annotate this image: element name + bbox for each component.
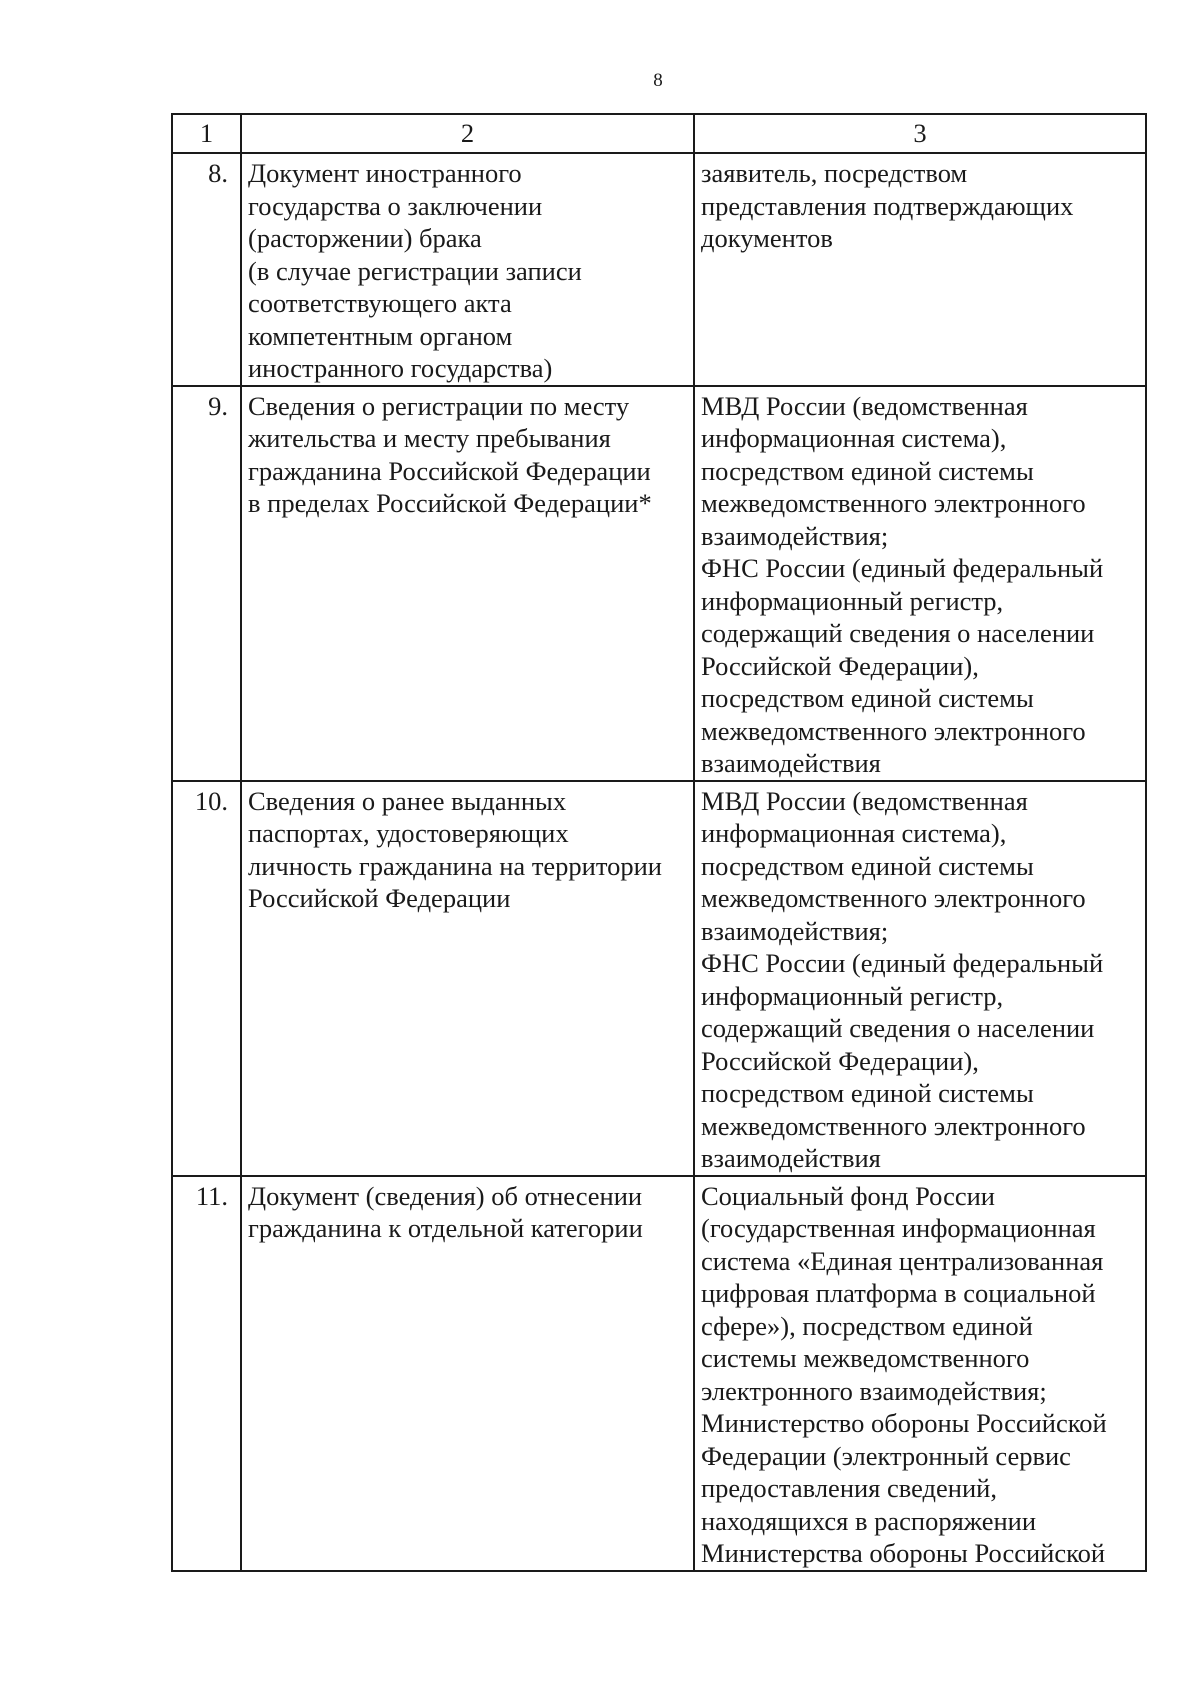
table-row <box>172 386 1146 781</box>
source-line: цифровая платформа в социальной <box>701 1278 1096 1308</box>
table-row <box>172 781 1146 1176</box>
document-name-line: гражданина к отдельной категории <box>248 1213 643 1243</box>
source-line: Министерства обороны Российской <box>701 1538 1106 1568</box>
source-line: находящихся в распоряжении <box>701 1505 1037 1536</box>
page-number: 8 <box>653 70 663 91</box>
source-line: Федерации (электронный сервис <box>701 1440 1071 1471</box>
source-line: взаимодействия; <box>701 520 889 551</box>
source-line: ФНС России (единый федеральный <box>701 948 1104 978</box>
source-line: система «Единая централизованная <box>701 1245 1104 1276</box>
source-line: Российской Федерации), <box>701 650 979 681</box>
source-line: взаимодействия; <box>701 915 889 946</box>
source-line: сфере»), посредством единой <box>701 1310 1033 1341</box>
document-name-line: Документ иностранного <box>248 158 522 188</box>
source-line: содержащий сведения о населении <box>701 1013 1095 1043</box>
source-line: межведомственного электронного <box>701 715 1086 746</box>
source-line: заявитель, посредством <box>701 158 968 188</box>
document-name-line: соответствующего акта <box>248 288 512 318</box>
source-line: представления подтверждающих <box>701 190 1074 221</box>
table-header-row <box>172 114 1146 153</box>
document-name-cell <box>241 153 694 386</box>
source-line: информационный регистр, <box>701 980 1004 1011</box>
source-line: содержащий сведения о населении <box>701 618 1095 648</box>
source-cell <box>694 386 1146 781</box>
document-name-cell <box>241 386 694 781</box>
source-line: посредством единой системы <box>701 850 1034 881</box>
table-row <box>172 153 1146 386</box>
source-line: Российской Федерации), <box>701 1045 979 1076</box>
document-name-line: паспортах, удостоверяющих <box>248 818 569 848</box>
source-cell <box>694 1176 1146 1571</box>
header-cell-document: 2 <box>241 114 694 153</box>
document-name-line: (расторжении) брака <box>248 223 482 253</box>
source-line: Министерство обороны Российской <box>701 1408 1107 1438</box>
row-number: 9. <box>172 386 241 781</box>
source-line: посредством единой системы <box>701 1078 1034 1108</box>
document-name-cell <box>241 1176 694 1571</box>
document-name-cell <box>241 781 694 1176</box>
document-name-line: Российской Федерации <box>248 883 511 913</box>
source-cell <box>694 153 1146 386</box>
document-name-line: гражданина Российской Федерации <box>248 455 651 486</box>
document-name-line: государства о заключении <box>248 190 543 221</box>
source-line: информационный регистр, <box>701 585 1004 616</box>
source-cell <box>694 781 1146 1176</box>
document-name-line: (в случае регистрации записи <box>248 255 582 286</box>
source-line: информационная система), <box>701 818 1007 848</box>
document-name-line: Документ (сведения) об отнесении <box>248 1180 643 1211</box>
document-name-line: личность гражданина на территории <box>248 850 662 881</box>
document-name-line: компетентным органом <box>248 320 513 351</box>
source-line: посредством единой системы <box>701 683 1034 713</box>
source-line: Социальный фонд России <box>701 1180 995 1211</box>
document-name-line: жительства и месту пребывания <box>248 423 611 453</box>
source-line: посредством единой системы <box>701 455 1034 486</box>
source-line: межведомственного электронного <box>701 1110 1086 1141</box>
row-number: 8. <box>172 153 241 386</box>
source-line: (государственная информационная <box>701 1213 1096 1243</box>
source-line: взаимодействия <box>701 748 881 778</box>
header-cell-source: 3 <box>694 114 1146 153</box>
source-line: МВД России (ведомственная <box>701 390 1028 421</box>
source-line: документов <box>701 223 833 253</box>
document-name-line: Сведения о регистрации по месту <box>248 390 630 421</box>
document-name-line: Сведения о ранее выданных <box>248 785 567 816</box>
source-line: предоставления сведений, <box>701 1473 997 1503</box>
source-line: информационная система), <box>701 423 1007 453</box>
source-line: межведомственного электронного <box>701 883 1086 913</box>
document-name-line: в пределах Российской Федерации* <box>248 488 652 518</box>
source-line: системы межведомственного <box>701 1343 1030 1373</box>
document-name-line: иностранного государства) <box>248 353 553 383</box>
source-line: взаимодействия <box>701 1143 881 1173</box>
source-line: МВД России (ведомственная <box>701 785 1028 816</box>
table-row <box>172 1176 1146 1571</box>
source-line: ФНС России (единый федеральный <box>701 553 1104 583</box>
source-line: электронного взаимодействия; <box>701 1375 1047 1406</box>
row-number: 10. <box>172 781 241 1176</box>
header-cell-number: 1 <box>172 114 241 153</box>
documents-table <box>171 113 1147 1572</box>
source-line: межведомственного электронного <box>701 488 1086 518</box>
row-number: 11. <box>172 1176 241 1571</box>
